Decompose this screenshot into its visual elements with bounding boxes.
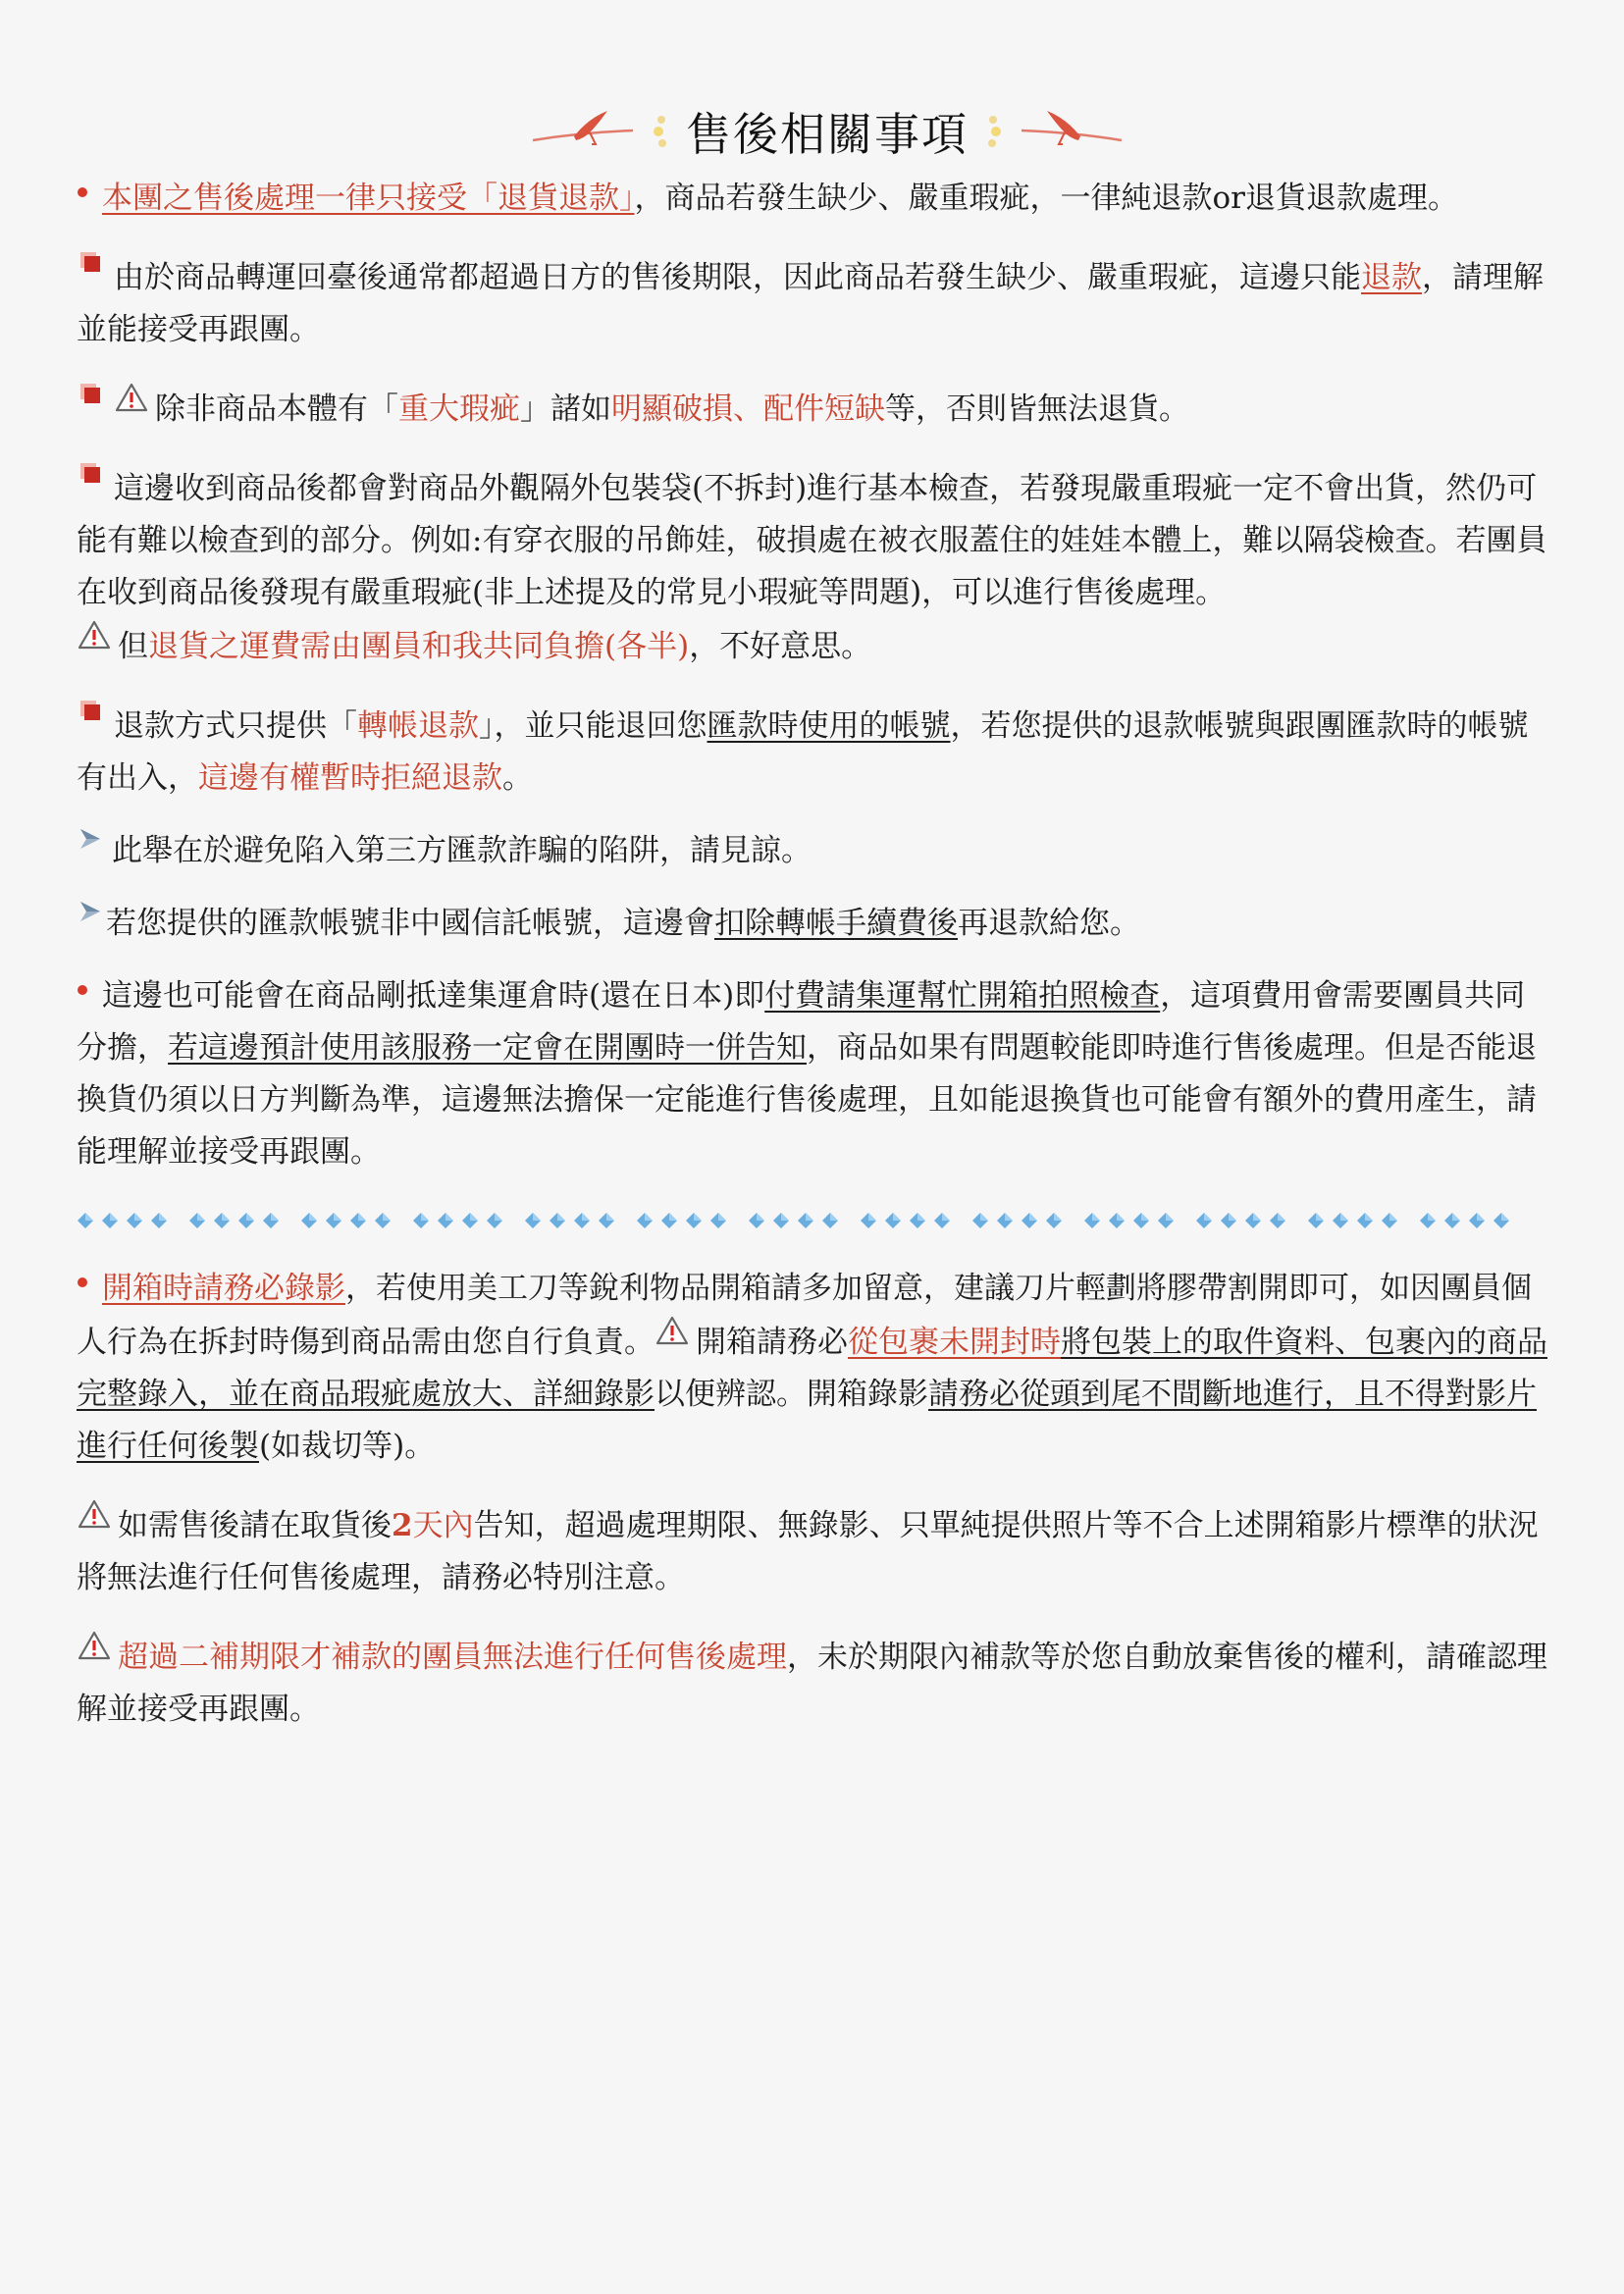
original-account-text: 匯款時使用的帳號 xyxy=(707,708,951,744)
blue-diamond-icon xyxy=(1244,1212,1262,1229)
blue-diamond-icon xyxy=(709,1212,727,1229)
blue-diamond-icon xyxy=(1108,1212,1126,1229)
blue-diamond-icon xyxy=(1332,1212,1349,1229)
paragraph-deadline xyxy=(77,1498,1548,1604)
paragraph-text: 這邊也可能會在商品剛抵達集運倉時(還在日本)即 xyxy=(102,978,765,1014)
diamond-group xyxy=(188,1212,287,1229)
paragraph-text: 」，並只能退回您 xyxy=(479,708,707,744)
blue-diamond-icon xyxy=(300,1212,318,1229)
warning-triangle-icon xyxy=(114,382,149,413)
blue-diamond-icon xyxy=(1195,1212,1213,1229)
blue-diamond-icon xyxy=(461,1212,479,1229)
paragraph-text: 。 xyxy=(502,760,533,796)
paragraph-text: ，這項費用會需要團員共同分擔， xyxy=(77,978,1526,1066)
blue-diamond-icon xyxy=(971,1212,989,1229)
blue-diamond-icon xyxy=(486,1212,503,1229)
paragraph-text: ，若使用美工刀等銳利物品開箱請多加留意，建議刀片輕劃將膠帶割開即可，如因團員個人行為在拆封時傷到商品需由您自行負責。 xyxy=(77,1271,1532,1360)
red-square-bullet-icon xyxy=(77,699,106,728)
blue-diamond-icon xyxy=(860,1212,877,1229)
diamond-group xyxy=(971,1212,1070,1229)
blue-diamond-icon xyxy=(1132,1212,1150,1229)
advance-notice-text: 若這邊預計使用該服務一定會在開團時一併告知 xyxy=(168,1030,807,1066)
blue-diamond-icon xyxy=(374,1212,392,1229)
paragraph-late-payment xyxy=(77,1630,1548,1736)
record-details-text: 將包裝上的取件資料、包裹內的商品完整錄入，並在商品瑕疵處放大、詳細錄影 xyxy=(77,1325,1547,1412)
paragraph-text: 由於商品轉運回臺後通常都超過日方的售後期限，因此商品若發生缺少、嚴重瑕疵，這邊只能 xyxy=(114,260,1361,295)
red-square-bullet-icon xyxy=(77,461,106,491)
paragraph-text: ，未於期限內補款等於您自動放棄售後的權利，請確認理解並接受再跟團。 xyxy=(77,1640,1547,1727)
blue-diamond-icon xyxy=(748,1212,765,1229)
blue-diamond-icon xyxy=(909,1212,926,1229)
diamond-group xyxy=(1195,1212,1293,1229)
blue-diamond-icon xyxy=(636,1212,654,1229)
blue-diamond-icon xyxy=(1157,1212,1175,1229)
continuous-recording-text: 請務必從頭到尾不間斷地進行，且不得對影片進行任何後製 xyxy=(77,1377,1537,1464)
paragraph-text: 除非商品本體有「 xyxy=(155,391,398,427)
bird-on-branch-icon xyxy=(1016,107,1124,156)
paragraph-text: ，商品如果有問題較能即時進行售後處理。但是否能退換貨仍須以日方判斷為準，這邊無法擔保一定能進行售後處理，且如能退換貨也可能會有額外的費用產生，請能理解並接受再跟團。 xyxy=(77,1030,1537,1170)
warning-triangle-icon xyxy=(77,1630,112,1661)
paragraph-refund-only xyxy=(77,250,1548,356)
diamond-group xyxy=(412,1212,510,1229)
yellow-dots-icon xyxy=(649,112,674,151)
blue-diamond-icon xyxy=(1443,1212,1461,1229)
unopened-package-text: 從包裹未開封時 xyxy=(848,1325,1061,1360)
late-payment-warning-text: 超過二補期限才補款的團員無法進行任何售後處理 xyxy=(118,1640,787,1675)
deduct-fee-text: 扣除轉帳手續費後 xyxy=(714,906,958,941)
paragraph-text: 但 xyxy=(118,629,148,664)
blue-diamond-icon xyxy=(77,1212,94,1229)
diamond-group xyxy=(524,1212,622,1229)
paragraph-defect-conditions xyxy=(77,382,1548,436)
blue-diamond-icon xyxy=(797,1212,814,1229)
paragraph-text: 告知，超過處理期限、無錄影、只單純提供照片等不合上述開箱影片標準的狀況將無法進行任何售後處理，請務必特別注意。 xyxy=(77,1508,1539,1595)
warning-triangle-icon xyxy=(77,1498,112,1530)
paragraph-transfer-fee xyxy=(77,898,1548,950)
blue-diamond-icon xyxy=(1468,1212,1486,1229)
paragraph-text: 開箱請務必 xyxy=(696,1325,848,1360)
blue-diamond-icon xyxy=(126,1212,143,1229)
red-dot-bullet-icon xyxy=(77,978,90,1008)
diamond-group xyxy=(1083,1212,1181,1229)
blue-diamond-icon xyxy=(213,1212,231,1229)
blue-diamond-icon xyxy=(598,1212,615,1229)
return-refund-only-text: 本團之售後處理一律只接受「退貨退款」 xyxy=(102,181,635,216)
blue-diamond-icon xyxy=(1356,1212,1374,1229)
blue-diamond-icon xyxy=(349,1212,367,1229)
shipping-cost-shared-text: 退貨之運費需由團員和我共同負擔(各半) xyxy=(148,629,690,664)
title-row xyxy=(106,94,1548,169)
blue-diamond-icon xyxy=(101,1212,119,1229)
diamond-group xyxy=(860,1212,958,1229)
document-body xyxy=(77,94,1548,1736)
page-title: 售後相關事項 xyxy=(686,108,969,161)
diamond-group xyxy=(748,1212,846,1229)
refund-refusal-text: 這邊有權暫時拒絕退款 xyxy=(198,760,502,796)
paragraph-text: ，請理解並能接受再跟團。 xyxy=(77,260,1544,347)
blue-diamond-icon xyxy=(660,1212,678,1229)
paragraph-unboxing-video xyxy=(77,1263,1548,1473)
blue-diamond-icon xyxy=(549,1212,566,1229)
paragraph-text: 再退款給您。 xyxy=(958,906,1140,941)
diamond-divider xyxy=(77,1206,1548,1235)
bank-transfer-refund-text: 轉帳退款 xyxy=(357,708,479,744)
blue-diamond-icon xyxy=(1083,1212,1101,1229)
paragraph-text: (如裁切等)。 xyxy=(259,1429,436,1464)
paragraph-text: 如需售後請在取貨後 xyxy=(118,1508,392,1543)
blue-diamond-icon xyxy=(1220,1212,1237,1229)
blue-diamond-icon xyxy=(933,1212,951,1229)
diamond-group xyxy=(300,1212,398,1229)
blue-diamond-icon xyxy=(237,1212,255,1229)
diamond-group xyxy=(636,1212,734,1229)
diamond-group xyxy=(77,1212,175,1229)
paid-inspection-text: 付費請集運幫忙開箱拍照檢查 xyxy=(764,978,1161,1014)
diamond-group xyxy=(1307,1212,1405,1229)
paragraph-text: ，商品若發生缺少、嚴重瑕疵，一律純退款or退貨退款處理。 xyxy=(634,181,1458,216)
blue-diamond-icon xyxy=(1493,1212,1510,1229)
blue-diamond-icon xyxy=(188,1212,206,1229)
blue-diamond-icon xyxy=(437,1212,454,1229)
blue-arrow-bullet-icon xyxy=(77,898,106,927)
yellow-dots-icon xyxy=(980,112,1006,151)
paragraph-text: ，若您提供的退款帳號與跟團匯款時的帳號有出入， xyxy=(77,708,1529,796)
paragraph-return-policy xyxy=(77,173,1548,225)
paragraph-text: 這邊收到商品後都會對商品外觀隔外包裝袋(不拆封)進行基本檢查，若發現嚴重瑕疵一定不會出貨，然仍可能有難以檢查到的部分。例如:有穿衣服的吊飾娃，破損處在被衣服蓋住的娃娃本體上，難以隔袋檢查。若團員在收到商品後發現有嚴重瑕疵(非上述提及的常見小瑕疵等問題)，可以進行售後處理。 xyxy=(77,471,1547,610)
paragraph-text: 若您提供的匯款帳號非中國信託帳號，這邊會 xyxy=(106,906,714,941)
blue-diamond-icon xyxy=(325,1212,342,1229)
paragraph-inspection xyxy=(77,461,1548,673)
diamond-group xyxy=(1419,1212,1517,1229)
blue-diamond-icon xyxy=(150,1212,168,1229)
blue-diamond-icon xyxy=(412,1212,430,1229)
paragraph-warehouse-inspection xyxy=(77,970,1548,1178)
blue-arrow-bullet-icon xyxy=(77,825,106,855)
blue-diamond-icon xyxy=(772,1212,790,1229)
blue-diamond-icon xyxy=(1419,1212,1437,1229)
deadline-number: 2 xyxy=(392,1508,413,1543)
red-square-bullet-icon xyxy=(77,382,106,411)
blue-diamond-icon xyxy=(685,1212,703,1229)
blue-diamond-icon xyxy=(1307,1212,1325,1229)
red-dot-bullet-icon xyxy=(77,1271,90,1300)
warning-triangle-icon xyxy=(77,619,112,651)
paragraph-refund-method xyxy=(77,699,1548,805)
blue-diamond-icon xyxy=(573,1212,591,1229)
major-defect-text: 重大瑕疵 xyxy=(398,391,520,427)
damage-examples-text: 明顯破損、配件短缺 xyxy=(611,391,885,427)
bird-on-branch-icon xyxy=(531,107,639,156)
blue-diamond-icon xyxy=(1021,1212,1038,1229)
paragraph-text: 等，否則皆無法退貨。 xyxy=(885,391,1189,427)
paragraph-text: ，不好意思。 xyxy=(689,629,872,664)
blue-diamond-icon xyxy=(884,1212,902,1229)
blue-diamond-icon xyxy=(1269,1212,1286,1229)
paragraph-text: 此舉在於避免陷入第三方匯款詐騙的陷阱，請見諒。 xyxy=(112,833,812,868)
blue-diamond-icon xyxy=(262,1212,280,1229)
record-unboxing-text: 開箱時請務必錄影 xyxy=(102,1271,345,1306)
paragraph-text: 以便辨認。開箱錄影 xyxy=(655,1377,928,1412)
paragraph-text: 」諸如 xyxy=(520,391,611,427)
red-dot-bullet-icon xyxy=(77,181,90,210)
refund-text: 退款 xyxy=(1361,260,1422,295)
blue-diamond-icon xyxy=(996,1212,1014,1229)
deadline-days-text: 天內 xyxy=(412,1508,474,1543)
blue-diamond-icon xyxy=(1381,1212,1398,1229)
paragraph-fraud-note xyxy=(77,825,1548,877)
red-square-bullet-icon xyxy=(77,250,106,280)
blue-diamond-icon xyxy=(1045,1212,1063,1229)
blue-diamond-icon xyxy=(524,1212,542,1229)
warning-triangle-icon xyxy=(655,1315,690,1346)
blue-diamond-icon xyxy=(821,1212,839,1229)
paragraph-text: 退款方式只提供「 xyxy=(114,708,357,744)
